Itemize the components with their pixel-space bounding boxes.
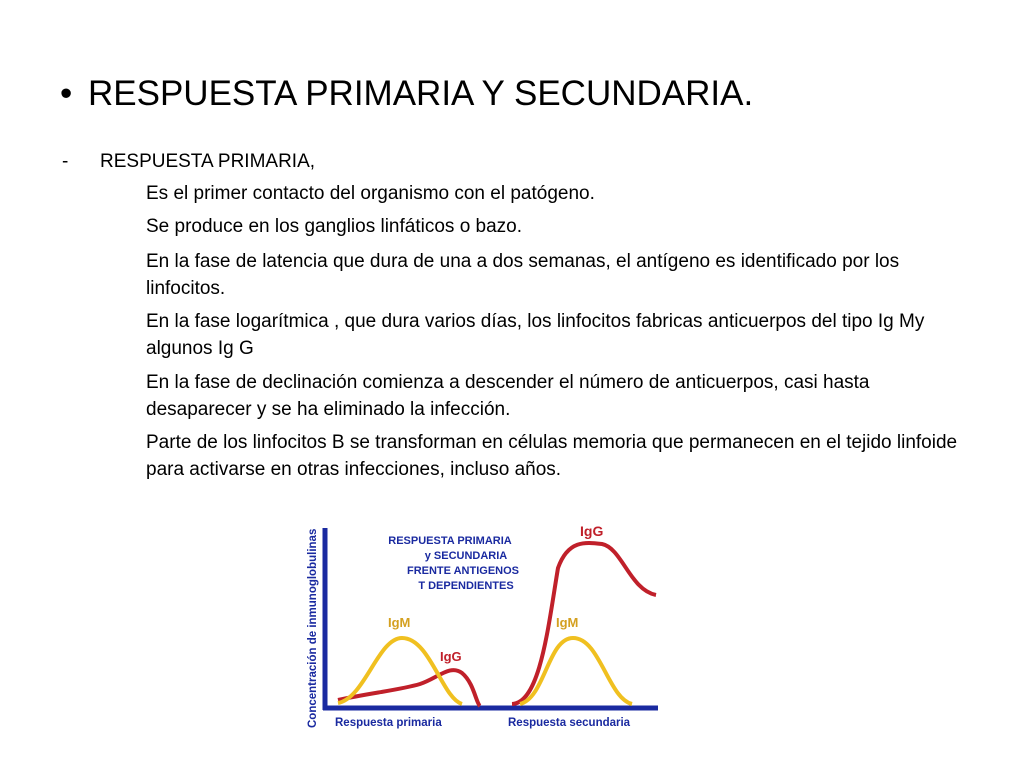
igg-secondary-curve [512, 543, 656, 704]
subtitle-dash: - [62, 151, 69, 172]
paragraph-declinacion: En la fase de declinación comienza a descender el número de anticuerpos, casi hasta desaparecer y se ha eliminado la infección. [146, 372, 870, 420]
subtitle [62, 151, 315, 173]
slide-title [60, 74, 753, 114]
paragraph-ganglios: Se produce en los ganglios linfáticos o bazo. [146, 216, 523, 237]
igm-primary-label: IgM [388, 615, 411, 630]
antibody-response-diagram [290, 498, 660, 738]
igm-secondary-label: IgM [556, 615, 579, 630]
subtitle-text: RESPUESTA PRIMARIA, [100, 151, 316, 172]
paragraph-memoria: Parte de los linfocitos B se transforman en células memoria que permanecen en el tejido linfoide para activarse en otras infecciones, incluso años. [146, 432, 958, 480]
igg-primary-label: IgG [440, 649, 462, 664]
x-label-primary: Respuesta primaria [335, 717, 442, 729]
paragraph-latencia: En la fase de latencia que dura de una a dos semanas, el antígeno es identificado por los linfocitos. [146, 251, 900, 299]
diagram-caption-line-1: RESPUESTA PRIMARIA [388, 535, 512, 547]
title-bullet: • [60, 74, 73, 113]
diagram-caption-line-4: T DEPENDIENTES [418, 580, 514, 592]
diagram-caption-line-2: y SECUNDARIA [424, 550, 508, 562]
igg-secondary-label: IgG [580, 523, 604, 539]
paragraph-logaritmica: En la fase logarítmica , que dura varios días, los linfocitos fabricas anticuerpos del tipo Ig My algunos Ig G [146, 311, 925, 359]
y-axis-label: Concentración de inmunoglobulinas [307, 528, 319, 728]
x-label-secondary: Respuesta secundaria [508, 717, 631, 729]
paragraph-contacto: Es el primer contacto del organismo con el patógeno. [146, 183, 595, 204]
diagram-caption-line-3: FRENTE ANTIGENOS [406, 565, 520, 577]
title-text: RESPUESTA PRIMARIA Y SECUNDARIA. [88, 74, 754, 113]
